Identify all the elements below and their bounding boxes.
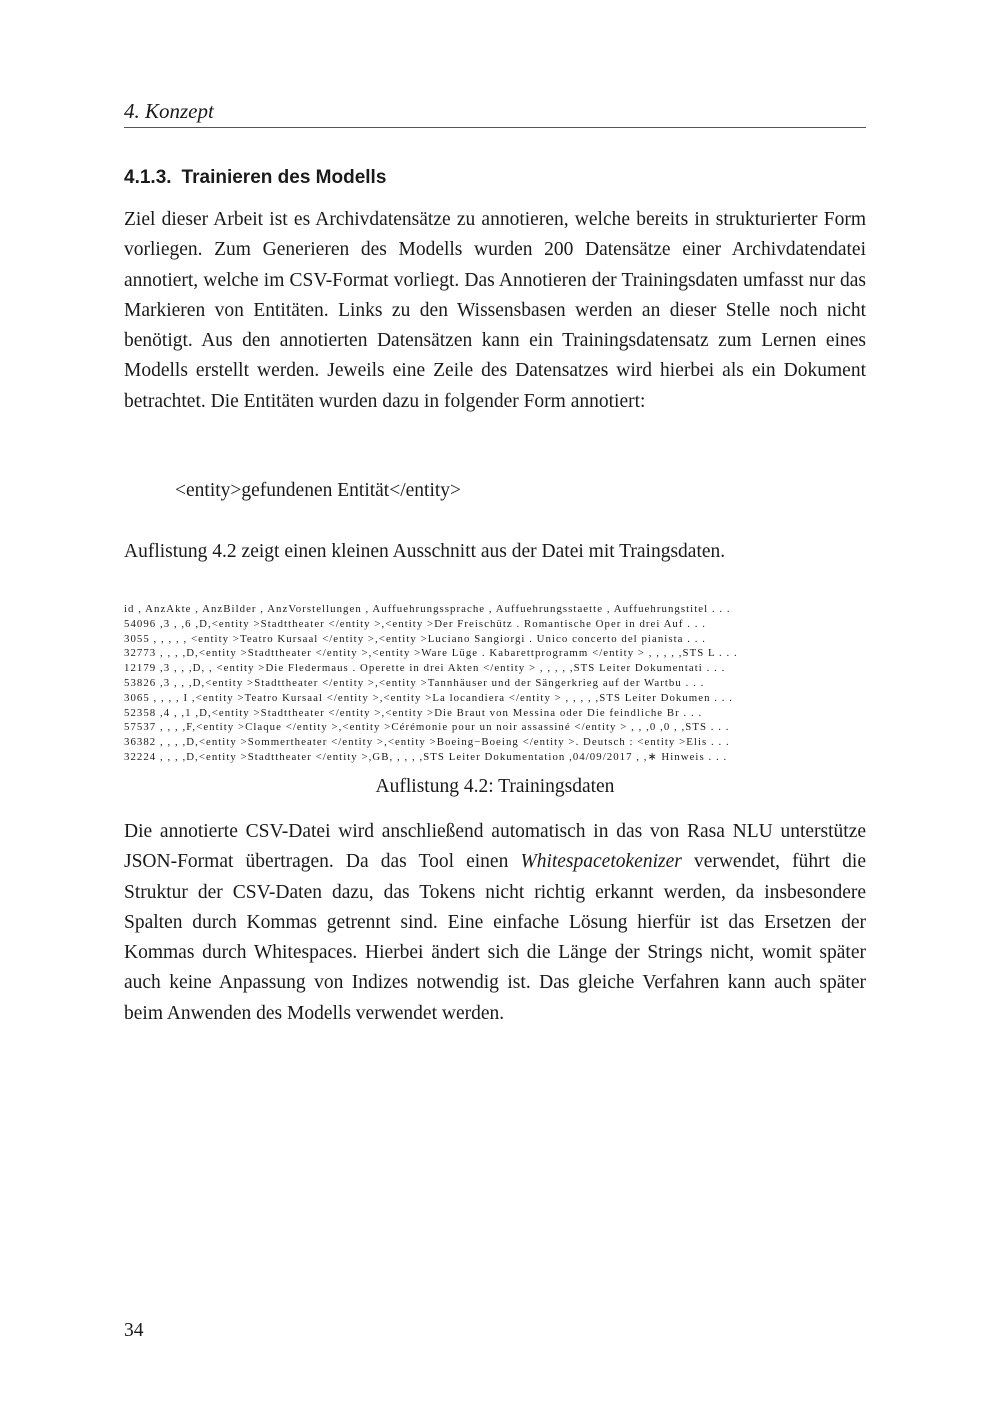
page-number: 34 [124, 1320, 144, 1341]
listing-line: 57537 , , , ,F,<entity >Claque </entity >,<entity >Cérémonie pour un noir assassiné </entity > , , ,0 ,0 , ,STS . . . [124, 721, 730, 734]
listing-line: 52358 ,4 , ,1 ,D,<entity >Stadttheater </entity >,<entity >Die Braut von Messina oder Die feindliche Br . . . [124, 706, 703, 719]
listing-line: 3065 , , , , I ,<entity >Teatro Kursaal </entity >,<entity >La locandiera </entity > , , , , ,STS Leiter Dokumen . . . [124, 691, 734, 704]
listing-line: 32224 , , , ,D,<entity >Stadttheater </entity >,GB, , , , ,STS Leiter Dokumentation ,04/09/2017 , ,∗ Hinweis . . . [124, 750, 728, 763]
section-number: 4.1.3. [124, 167, 172, 188]
tokenizer-term: Whitespacetokenizer [520, 851, 682, 873]
listing-reference-paragraph: Auflistung 4.2 zeigt einen kleinen Ausschnitt aus der Datei mit Traingsdaten. [124, 541, 726, 562]
running-head-title: 4. Konzept [124, 99, 214, 123]
intro-paragraph: Ziel dieser Arbeit ist es Archivdatensätze zu annotieren, welche bereits in strukturierter Form vorliegen. Zum Generieren des Modells wurden 200 Datensätze einer Archivdatendatei annotiert, welche im CSV-Format vorliegt. Das Annotieren der Trainingsdaten umfasst nur das Markieren von Entitäten. Links zu den Wissensbasen werden an dieser Stelle noch nicht benötigt. Aus den annotierten Datensätzen kann ein Trainingsdatensatz zum Lernen eines Modells erstellt werden. Jeweils eine Zeile des Datensatzes wird hierbei als ein Dokument betrachtet. Die Entitäten wurden dazu in folgender Form annotiert: [124, 209, 866, 412]
listing-caption: Auflistung 4.2: Trainingsdaten [375, 776, 615, 797]
listing-line: 12179 ,3 , , ,D, , <entity >Die Fledermaus . Operette in drei Akten </entity > , , , , ,STS Leiter Dokumentati . . . [124, 662, 726, 675]
conversion-text-start: Die annotierte CSV-Datei wird anschließend automatisch in das von Rasa NLU unterstütze JSON-Format übertragen. Da das Tool einen [124, 821, 866, 873]
listing-line: id , AnzAkte , AnzBilder , AnzVorstellungen , Auffuehrungssprache , Auffuehrungsstaette , Auffuehrungstitel . . . [124, 603, 731, 615]
entity-format-example: <entity>gefundenen Entität</entity> [175, 480, 462, 501]
listing-line: 32773 , , , ,D,<entity >Stadttheater </entity >,<entity >Ware Lüge . Kabarettprogramm </entity > , , , , ,STS L . . . [124, 647, 738, 660]
listing-line: 54096 ,3 , ,6 ,D,<entity >Stadttheater </entity >,<entity >Der Freischütz . Romantische Oper in drei Auf . . . [124, 617, 707, 630]
listing-line: 3055 , , , , , <entity >Teatro Kursaal </entity >,<entity >Luciano Sangiorgi . Unico concerto del pianista . . . [124, 632, 706, 645]
section-heading [124, 166, 866, 190]
listing-line: 36382 , , , ,D,<entity >Sommertheater </entity >,<entity >Boeing−Boeing </entity >. Deutsch : <entity >Elis . . . [124, 736, 730, 749]
section-title: Trainieren des Modells [181, 167, 387, 188]
header-divider [124, 127, 866, 128]
training-data-listing [124, 602, 866, 765]
listing-line: 53826 ,3 , , ,D,<entity >Stadttheater </entity >,<entity >Tannhäuser und der Sängerkrieg auf der Wartbu . . . [124, 676, 705, 689]
conversion-text-end: verwendet, führt die Struktur der CSV-Daten dazu, das Tokens nicht richtig erkannt werden, da insbesondere Spalten durch Kommas getrennt sind. Eine einfache Lösung hierfür ist das Ersetzen der Kommas durch Whitespaces. Hierbei ändert sich die Länge der Strings nicht, womit später auch keine Anpassung von Indizes notwendig ist. Das gleiche Verfahren kann auch später beim Anwenden des Modells verwendet werden. [124, 851, 866, 1024]
conversion-paragraph [124, 817, 866, 1029]
